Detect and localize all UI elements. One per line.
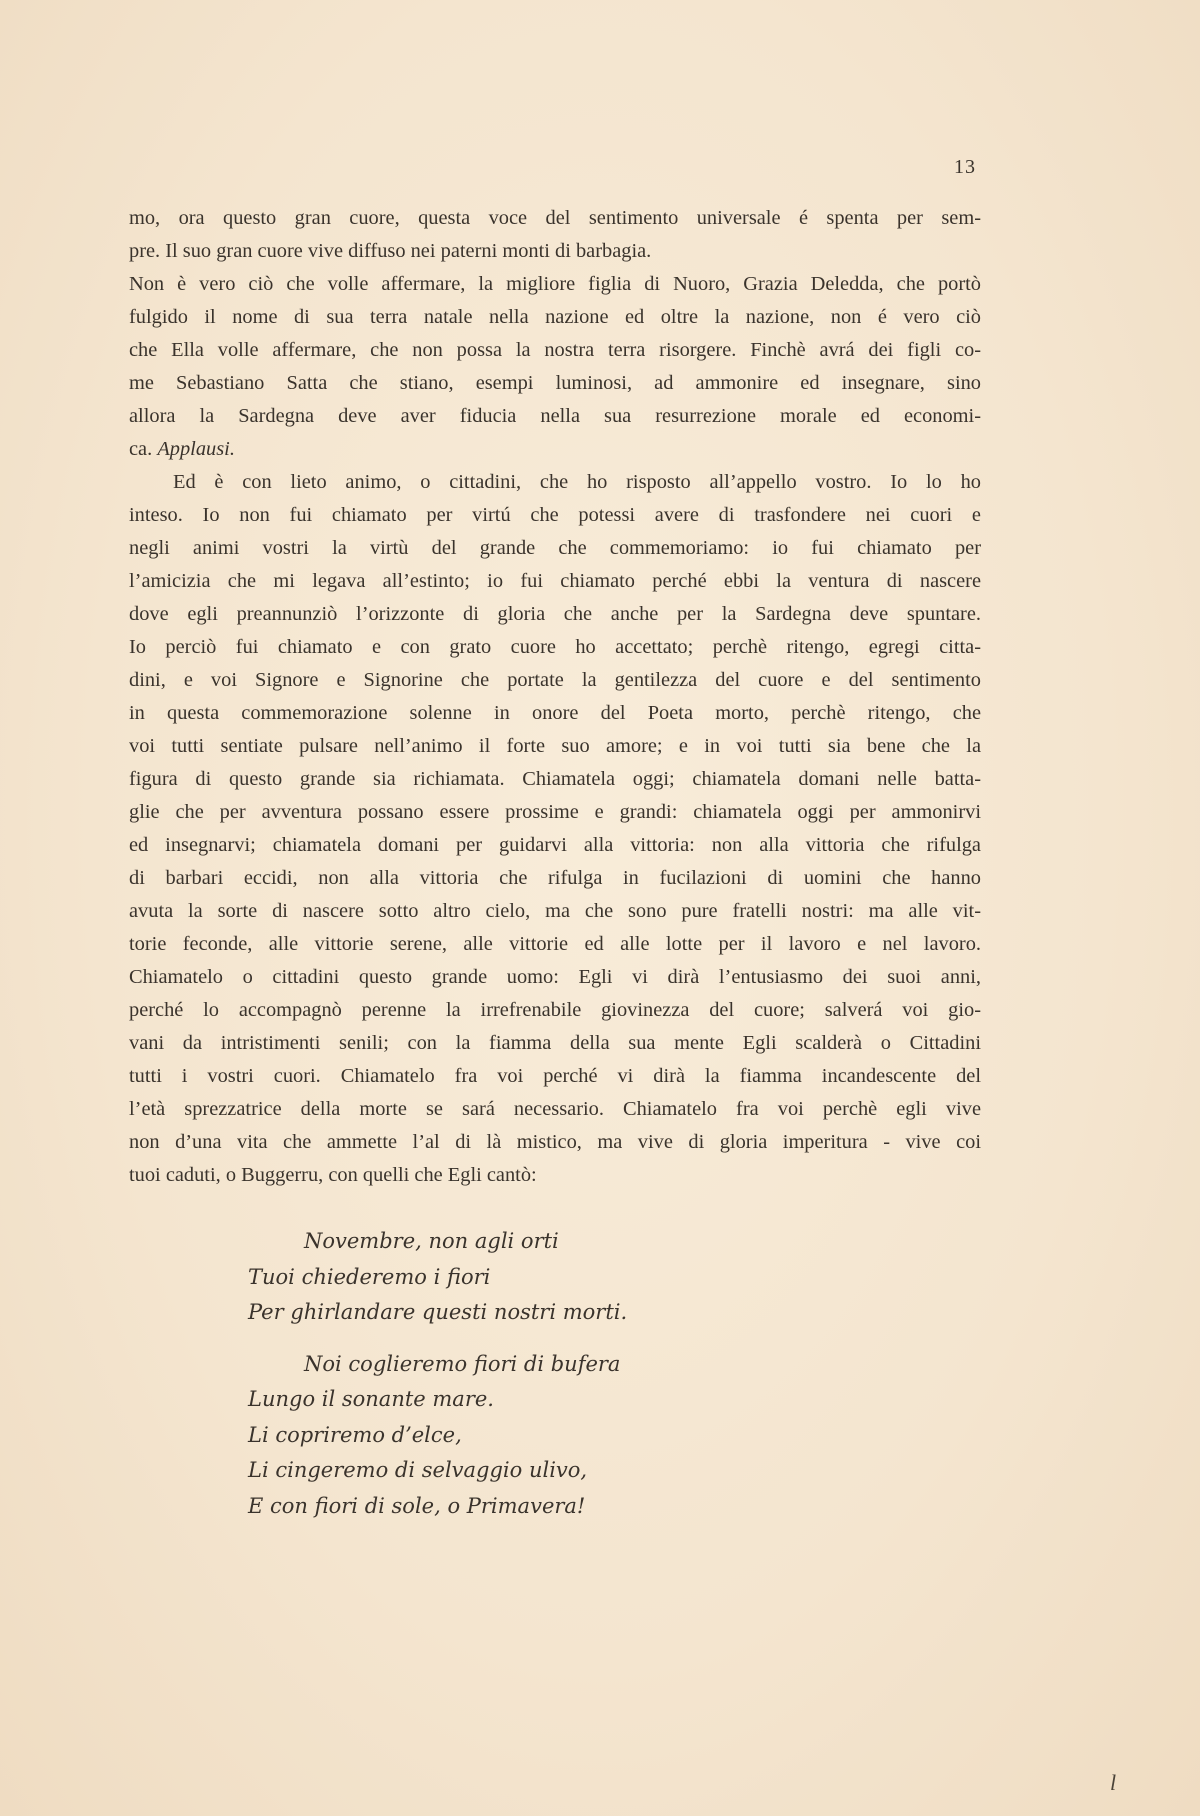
text-line: avuta la sorte di nascere sotto altro cielo, ma che sono pure fratelli nostri: ma alle vit- xyxy=(129,900,981,922)
text-line: dove egli preannunziò l’orizzonte di gloria che anche per la Sardegna deve spuntare. xyxy=(129,603,981,625)
page-number: 13 xyxy=(954,156,976,178)
text-line: me Sebastiano Satta che stiano, esempi luminosi, ad ammonire ed insegnare, sino xyxy=(129,372,981,394)
text-line: torie feconde, alle vittorie serene, alle vittorie ed alle lotte per il lavoro e nel lavoro. xyxy=(129,933,981,955)
text-line: Non è vero ciò che volle affermare, la migliore figlia di Nuoro, Grazia Deledda, che portò xyxy=(129,273,981,295)
applause-note: Applausi. xyxy=(157,438,235,460)
text-line: che Ella volle affermare, che non possa la nostra terra risorgere. Finchè avrá dei figli co- xyxy=(129,339,981,361)
text-line-final xyxy=(129,433,981,466)
poem-verse: Novembre, non agli orti xyxy=(304,1229,559,1253)
text-line: non d’una vita che ammette l’al di là mistico, ma vive di gloria imperitura - vive coi xyxy=(129,1131,981,1153)
text-line: figura di questo grande sia richiamata. Chiamatela oggi; chiamatela domani nelle batta- xyxy=(129,768,981,790)
text-line: glie che per avventura possano essere prossime e grandi: chiamatela oggi per ammonirvi xyxy=(129,801,981,823)
text-line: dini, e voi Signore e Signorine che portate la gentilezza del cuore e del sentimento xyxy=(129,669,981,691)
poem-verse: Lungo il sonante mare. xyxy=(248,1387,494,1411)
poem-stanza xyxy=(248,1224,808,1331)
text-line: vani da intristimenti senili; con la fiamma della sua mente Egli scalderà o Cittadini xyxy=(129,1032,981,1054)
text-line: perché lo accompagnò perenne la irrefrenabile giovinezza del cuore; salverá voi gio- xyxy=(129,999,981,1021)
text-line: di barbari eccidi, non alla vittoria che rifulga in fucilazioni di uomini che hanno xyxy=(129,867,981,889)
text-line: ed insegnarvi; chiamatela domani per guidarvi alla vittoria: non alla vittoria che rifulga xyxy=(129,834,981,856)
text-line: tuoi caduti, o Buggerru, con quelli che Egli cantò: xyxy=(129,1164,537,1186)
prose-body xyxy=(129,202,981,1192)
text-line: l’amicizia che mi legava all’estinto; io fui chiamato perché ebbi la ventura di nascere xyxy=(129,570,981,592)
text-line: tutti i vostri cuori. Chiamatelo fra voi perché vi dirà la fiamma incandescente del xyxy=(129,1065,981,1087)
text-line: l’età sprezzatrice della morte se sará necessario. Chiamatelo fra voi perchè egli vive xyxy=(129,1098,981,1120)
poem-verse: Li copriremo d’elce, xyxy=(248,1422,462,1447)
text-line: Io perciò fui chiamato e con grato cuore ho accettato; perchè ritengo, egregi citta- xyxy=(129,636,981,658)
text-line: voi tutti sentiate pulsare nell’animo il forte suo amore; e in voi tutti sia bene che la xyxy=(129,735,981,757)
text-line: Ed è con lieto animo, o cittadini, che ho risposto all’appello vostro. Io lo ho xyxy=(173,471,981,493)
poem-stanza xyxy=(248,1347,808,1525)
pencil-mark: l xyxy=(1110,1770,1117,1795)
text-line: allora la Sardegna deve aver fiducia nella sua resurrezione morale ed economi- xyxy=(129,405,981,427)
text-line: negli animi vostri la virtù del grande che commemoriamo: io fui chiamato per xyxy=(129,537,981,559)
poem-verse: E con fiori di sole, o Primavera! xyxy=(248,1493,586,1518)
text-line: inteso. Io non fui chiamato per virtú che potessi avere di trasfondere nei cuori e xyxy=(129,504,981,526)
poem-verse: Noi coglieremo fiori di bufera xyxy=(304,1351,621,1376)
poem-verse: Li cingeremo di selvaggio ulivo, xyxy=(248,1458,588,1482)
poem-verse: Per ghirlandare questi nostri morti. xyxy=(248,1300,628,1324)
poem-verse: Tuoi chiederemo i fiori xyxy=(248,1264,491,1289)
poem xyxy=(248,1224,808,1540)
text-fragment: ca. xyxy=(129,438,153,460)
text-line: in questa commemorazione solenne in onore del Poeta morto, perchè ritengo, che xyxy=(129,702,981,724)
text-line: pre. Il suo gran cuore vive diffuso nei paterni monti di barbagia. xyxy=(129,240,652,262)
text-line: mo, ora questo gran cuore, questa voce del sentimento universale é spenta per sem- xyxy=(129,207,981,229)
text-line: fulgido il nome di sua terra natale nella nazione ed oltre la nazione, non é vero ciò xyxy=(129,306,981,328)
text-line: Chiamatelo o cittadini questo grande uomo: Egli vi dirà l’entusiasmo dei suoi anni, xyxy=(129,966,981,988)
